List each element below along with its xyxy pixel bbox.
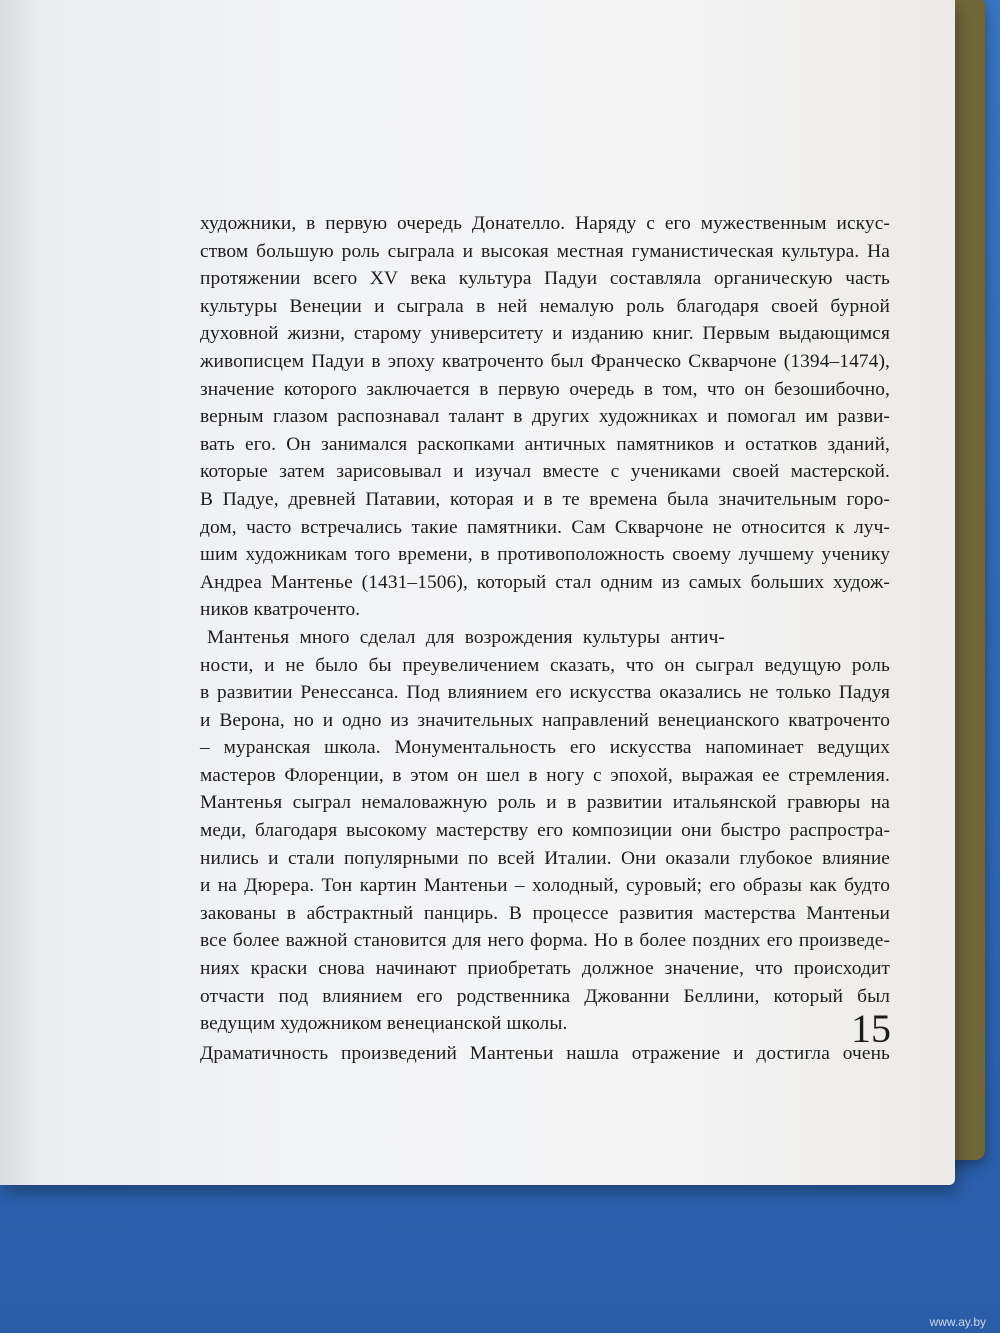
text-line: меди, благодаря высокому мастерству его композиции они быстро распростра- bbox=[200, 820, 890, 842]
text-line: художники, в первую очередь Донателло. Наряду с его мужественным искус- bbox=[200, 213, 890, 234]
text-line: живописцем Падуи в эпоху кватроченто был Франческо Скварчоне (1394–1474), bbox=[200, 350, 890, 372]
text-line: культуры Венеции и сыграла в ней немалую роль благодаря своей бурной bbox=[200, 295, 890, 317]
text-line: ности, и не было бы преувеличением сказать, что он сыграл ведущую роль bbox=[200, 654, 890, 676]
site-watermark: www.ay.by bbox=[929, 1315, 986, 1329]
text-line: протяжении всего XV века культура Падуи составляла органическую часть bbox=[200, 268, 890, 290]
text-line: все более важной становится для него форма. Но в более поздних его произведе- bbox=[200, 930, 890, 952]
text-line: вать его. Он занимался раскопками античных памятников и остатков зданий, bbox=[200, 433, 890, 455]
text-line: ниях краски снова начинают приобретать должное значение, что происходит bbox=[200, 958, 890, 980]
text-line: ведущим художником венецианской школы. bbox=[200, 1013, 568, 1035]
text-line: и Верона, но и одно из значительных направлений венецианского кватроченто bbox=[200, 709, 890, 731]
text-line: мастеров Флоренции, в этом он шел в ногу с эпохой, выражая ее стремления. bbox=[200, 764, 890, 786]
text-line: значение которого заключается в первую очередь в том, что он безошибочно, bbox=[200, 378, 890, 400]
text-line: закованы в абстрактный панцирь. В процессе развития мастерства Мантеньи bbox=[200, 902, 890, 924]
text-line: Мантенья много сделал для возрождения культуры антич- bbox=[207, 626, 725, 648]
body-text bbox=[200, 210, 890, 1067]
text-line: Драматичность произведений Мантеньи нашла отражение и достигла очень bbox=[200, 1042, 890, 1064]
text-line: нились и стали популярными по всей Италии. Они оказали глубокое влияние bbox=[200, 847, 890, 869]
text-line: Андреа Мантенье (1431–1506), который стал одним из самых больших худож- bbox=[200, 571, 890, 593]
text-line: и на Дюрера. Тон картин Мантеньи – холодный, суровый; его образы как будто bbox=[200, 875, 890, 897]
text-line: шим художникам того времени, в противоположность своему лучшему ученику bbox=[200, 544, 890, 566]
page-gutter-shadow bbox=[0, 0, 40, 1185]
text-line: Мантенья сыграл немаловажную роль и в развитии итальянской гравюры на bbox=[200, 792, 890, 814]
text-line: отчасти под влиянием его родственника Джованни Беллини, который был bbox=[200, 985, 890, 1007]
page-number: 15 bbox=[851, 1006, 891, 1051]
text-line: дом, часто встречались такие памятники. Сам Скварчоне не относится к луч- bbox=[200, 516, 890, 538]
text-line: духовной жизни, старому университету и изданию книг. Первым выдающимся bbox=[200, 323, 890, 345]
text-line: ством большую роль сыграла и высокая местная гуманистическая культура. На bbox=[200, 240, 890, 262]
text-line: в развитии Ренессанса. Под влиянием его искусства оказались не только Падуя bbox=[200, 682, 890, 704]
text-line: которые затем зарисовывал и изучал вместе с учениками своей мастерской. bbox=[200, 461, 890, 483]
text-line: верным глазом распознавал талант в других художниках и помогал им разви- bbox=[200, 406, 890, 428]
text-line: ников кватроченто. bbox=[200, 599, 361, 621]
text-line: – муранская школа. Монументальность его искусства напоминает ведущих bbox=[200, 737, 890, 759]
text-line: В Падуе, древней Патавии, которая и в те времена была значительным горо- bbox=[200, 488, 890, 510]
